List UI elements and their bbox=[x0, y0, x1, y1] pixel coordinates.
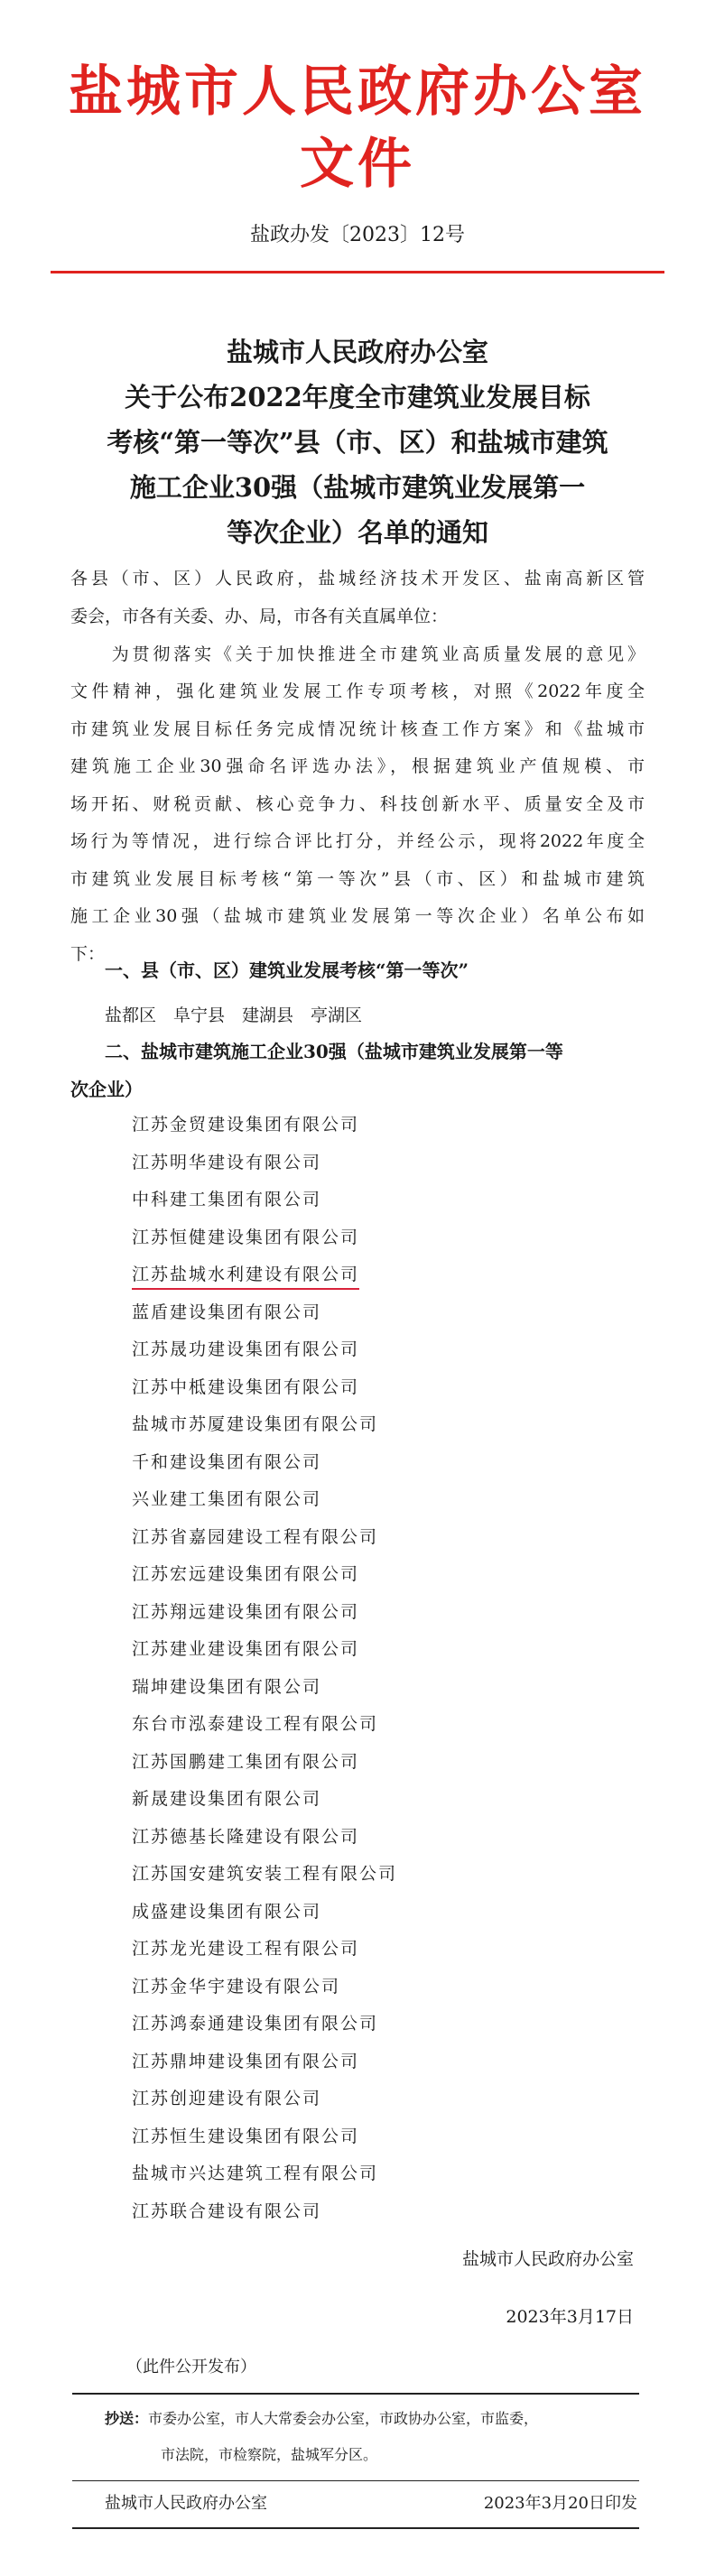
company-name: 千和建设集团有限公司 bbox=[132, 1451, 322, 1472]
salutation bbox=[70, 561, 645, 598]
footer-rule-middle bbox=[72, 2480, 639, 2481]
issuing-office: 盐城市人民政府办公室 bbox=[105, 2494, 267, 2513]
print-date: 2023年3月20日印发 bbox=[483, 2494, 637, 2513]
company-name: 江苏国安建筑安装工程有限公司 bbox=[132, 1864, 398, 1884]
section2-heading bbox=[70, 1033, 645, 1108]
company-name: 江苏联合建设有限公司 bbox=[132, 2201, 322, 2221]
section2-heading-line: 二、盐城市建筑施工企业30强（盐城市建筑业发展第一等 bbox=[105, 1041, 563, 1062]
cc-label: 抄送： bbox=[105, 2410, 149, 2427]
company-name: 蓝盾建设集团有限公司 bbox=[132, 1302, 322, 1322]
signature-date: 2023年3月17日 bbox=[506, 2307, 634, 2327]
title-line: 等次企业）名单的通知 bbox=[226, 517, 488, 548]
company-list-item bbox=[132, 1781, 397, 1819]
section2-heading-line: 次企业） bbox=[70, 1079, 143, 1100]
title-line: 施工企业30强（盐城市建筑业发展第一 bbox=[129, 472, 586, 503]
footer-rule-bottom bbox=[72, 2527, 639, 2529]
company-list-item bbox=[132, 1444, 397, 1482]
footer-rule-top bbox=[72, 2393, 639, 2395]
company-list-item bbox=[132, 1744, 397, 1782]
company-list-item bbox=[132, 1856, 397, 1894]
company-name: 江苏金贸建设集团有限公司 bbox=[132, 1115, 360, 1135]
company-list-item bbox=[132, 1631, 397, 1669]
company-list-item bbox=[132, 1894, 397, 1932]
company-name: 中科建工集团有限公司 bbox=[132, 1190, 322, 1209]
red-separator-line bbox=[51, 271, 664, 273]
company-list-item bbox=[132, 2080, 397, 2118]
company-name: 江苏盐城水利建设有限公司 bbox=[132, 1265, 359, 1290]
company-list-item bbox=[132, 1256, 397, 1294]
company-name: 东台市泓泰建设工程有限公司 bbox=[132, 1714, 379, 1734]
paragraph-line: 场行为等情况，进行综合评比打分，并经公示，现将2022年度全 bbox=[70, 831, 645, 851]
paragraph-line: 市建筑业发展目标考核“第一等次”县（市、区）和盐城市建筑 bbox=[70, 868, 645, 889]
company-list-item bbox=[132, 1331, 397, 1369]
company-name: 江苏中柢建设集团有限公司 bbox=[132, 1376, 360, 1397]
company-list-item bbox=[132, 1144, 397, 1182]
company-list-item bbox=[132, 1519, 397, 1557]
paragraph-line: 市建筑业发展目标任务完成情况统计核查工作方案》和《盐城市 bbox=[70, 718, 645, 739]
company-list-item bbox=[132, 2006, 397, 2043]
company-list-item bbox=[132, 1969, 397, 2006]
company-name: 江苏晟功建设集团有限公司 bbox=[132, 1339, 360, 1359]
company-list-item bbox=[132, 1219, 397, 1257]
company-name: 江苏国鹏建工集团有限公司 bbox=[132, 1751, 360, 1772]
company-list-item bbox=[132, 1406, 397, 1444]
paragraph-line: 建筑施工企业30强命名评选办法》，根据建筑业产值规模、市 bbox=[70, 756, 645, 776]
company-name: 新晟建设集团有限公司 bbox=[132, 1789, 322, 1809]
company-name: 江苏明华建设有限公司 bbox=[132, 1152, 322, 1172]
company-name: 盐城市苏厦建设集团有限公司 bbox=[132, 1414, 379, 1434]
title-line: 关于公布2022年度全市建筑业发展目标 bbox=[125, 382, 590, 412]
company-list-item bbox=[132, 1481, 397, 1519]
document-number: 盐政办发〔2023〕12号 bbox=[250, 224, 465, 246]
company-name: 江苏德基长隆建设有限公司 bbox=[132, 1826, 360, 1847]
salutation-line: 各县（市、区）人民政府，盐城经济技术开发区、盐南高新区管 bbox=[70, 569, 645, 588]
company-list-item bbox=[132, 2118, 397, 2156]
company-list bbox=[132, 1107, 397, 2230]
cc-line: 市委办公室，市人大常委会办公室，市政协办公室，市监委， bbox=[148, 2410, 539, 2427]
company-name: 江苏龙光建设工程有限公司 bbox=[132, 1939, 360, 1959]
company-list-item bbox=[132, 1181, 397, 1219]
company-name: 江苏建业建设集团有限公司 bbox=[132, 1639, 360, 1659]
company-name: 江苏创迎建设有限公司 bbox=[132, 2089, 322, 2108]
company-list-item bbox=[132, 1706, 397, 1744]
public-release-note: （此件公开发布） bbox=[126, 2358, 256, 2377]
company-name: 瑞坤建设集团有限公司 bbox=[132, 1676, 322, 1697]
signature-org: 盐城市人民政府办公室 bbox=[461, 2249, 634, 2269]
company-name: 江苏翔远建设集团有限公司 bbox=[132, 1601, 360, 1622]
section1-heading: 一、县（市、区）建筑业发展考核“第一等次” bbox=[105, 959, 469, 981]
cc-line: 市法院，市检察院，盐城军分区。 bbox=[161, 2446, 378, 2463]
paragraph-line: 施工企业30强（盐城市建筑业发展第一等次企业）名单公布如 bbox=[70, 906, 645, 926]
company-list-item bbox=[132, 1819, 397, 1857]
company-name: 江苏鸿泰通建设集团有限公司 bbox=[132, 2014, 379, 2034]
company-list-item bbox=[132, 2193, 397, 2231]
company-list-item bbox=[132, 1594, 397, 1632]
company-name: 江苏金华宇建设有限公司 bbox=[132, 1976, 341, 1997]
company-name: 盐城市兴达建筑工程有限公司 bbox=[132, 2164, 379, 2183]
paragraph-line: 下： bbox=[70, 943, 106, 964]
company-name: 江苏宏远建设集团有限公司 bbox=[132, 1564, 360, 1584]
company-list-item bbox=[132, 2155, 397, 2193]
company-list-item bbox=[132, 1669, 397, 1707]
salutation-line: 委会，市各有关委、办、局，市各有关直属单位： bbox=[70, 607, 449, 626]
paragraph-line: 文件精神，强化建筑业发展工作专项考核，对照《2022年度全 bbox=[70, 681, 645, 701]
company-list-item bbox=[132, 1556, 397, 1594]
company-name: 江苏恒生建设集团有限公司 bbox=[132, 2126, 360, 2146]
title-line: 考核“第一等次”县（市、区）和盐城市建筑 bbox=[107, 427, 608, 458]
company-name: 江苏省嘉园建设工程有限公司 bbox=[132, 1526, 379, 1547]
title-line: 盐城市人民政府办公室 bbox=[226, 337, 488, 367]
paragraph-line: 为贯彻落实《关于加快推进全市建筑业高质量发展的意见》 bbox=[70, 644, 645, 664]
company-list-item bbox=[132, 1294, 397, 1332]
body-paragraph bbox=[70, 598, 645, 973]
cc-block bbox=[105, 2401, 632, 2473]
company-list-item bbox=[132, 1107, 397, 1144]
paragraph-line: 场开拓、财税贡献、核心竞争力、科技创新水平、质量安全及市 bbox=[70, 793, 645, 814]
company-name: 兴业建工集团有限公司 bbox=[132, 1489, 322, 1509]
company-list-item bbox=[132, 2043, 397, 2081]
company-list-item bbox=[132, 1369, 397, 1407]
company-name: 成盛建设集团有限公司 bbox=[132, 1901, 322, 1922]
company-name: 江苏鼎坤建设集团有限公司 bbox=[132, 2051, 360, 2071]
section1-county-list: 盐都区 阜宁县 建湖县 亭湖区 bbox=[105, 1005, 363, 1025]
company-name: 江苏恒健建设集团有限公司 bbox=[132, 1227, 360, 1247]
masthead-title: 盐城市人民政府办公室文件 bbox=[69, 60, 646, 196]
company-list-item bbox=[132, 1931, 397, 1969]
notice-title bbox=[72, 329, 643, 555]
